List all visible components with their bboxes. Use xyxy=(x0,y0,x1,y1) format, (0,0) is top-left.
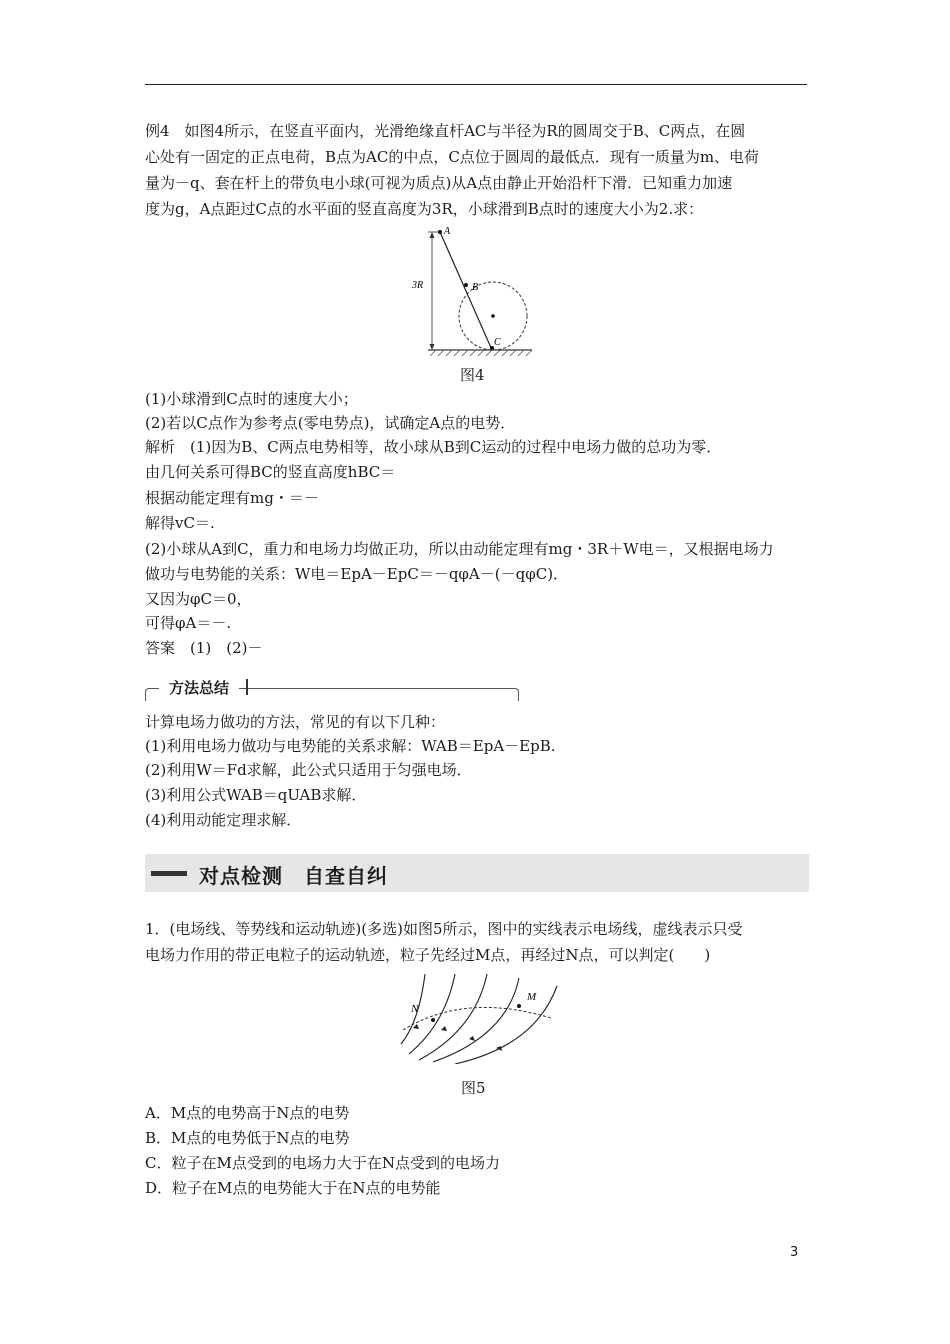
option-a: A．M点的电势高于N点的电势 xyxy=(145,1104,350,1122)
center-charge-dot xyxy=(491,314,495,318)
question-1: (1)小球滑到C点时的速度大小； xyxy=(145,390,358,408)
solution-line-4: 解得vC＝. xyxy=(145,514,215,532)
figure-4-diagram xyxy=(410,222,540,357)
solution-line-8: 可得φA＝－. xyxy=(145,614,232,632)
figure-5-caption: 图5 xyxy=(461,1079,486,1097)
example-line-2: 心处有一固定的正点电荷，B点为AC的中点，C点位于圆周的最低点．现有一质量为m、电荷 xyxy=(145,148,760,166)
header-rule xyxy=(145,84,807,85)
example-line-4: 度为g，A点距过C点的水平面的竖直高度为3R，小球滑到B点时的速度大小为2.求： xyxy=(145,200,704,218)
solution-line-2: 由几何关系可得BC的竖直高度hBC＝ xyxy=(145,463,396,481)
label-a: A xyxy=(444,226,451,237)
rod-ac xyxy=(440,232,492,350)
point-n xyxy=(431,1018,435,1022)
example-line-3: 量为－q、套在杆上的带负电小球(可视为质点)从A点由静止开始沿杆下滑．已知重力加速 xyxy=(145,174,733,192)
method-summary-header xyxy=(145,679,517,699)
question-2: (2)若以C点作为参考点(零电势点)，试确定A点的电势． xyxy=(145,414,516,432)
method-line-2: (1)利用电场力做功与电势能的关系求解：WAB＝EpA－EpB. xyxy=(145,737,556,755)
solution-line-7: 又因为φC＝0， xyxy=(145,590,252,608)
solution-line-3: 根据动能定理有mg・＝－ xyxy=(145,489,319,507)
label-b: B xyxy=(472,282,479,293)
section-title: 对点检测 自查自纠 xyxy=(199,864,388,888)
ground-hatch xyxy=(430,350,532,356)
label-3r: 3R xyxy=(412,280,424,291)
method-line-3: (2)利用W＝Fd求解，此公式只适用于匀强电场． xyxy=(145,761,472,779)
page-number: 3 xyxy=(790,1245,799,1260)
point-b xyxy=(464,283,468,287)
method-summary-label: 方法总结 xyxy=(159,677,239,699)
label-c: C xyxy=(494,337,501,348)
method-line-5: (4)利用动能定理求解． xyxy=(145,811,302,829)
solution-line-1: 解析 (1)因为B、C两点电势相等，故小球从B到C运动的过程中电场力做的总功为零． xyxy=(145,438,722,456)
label-m: M xyxy=(527,991,537,1003)
problem-1-line-2: 电场力作用的带正电粒子的运动轨迹，粒子先经过M点，再经过N点，可以判定( ) xyxy=(145,946,711,964)
trajectory-dashed xyxy=(403,1007,551,1030)
label-n: N xyxy=(411,1003,419,1015)
problem-1-line-1: 1．(电场线、等势线和运动轨迹)(多选)如图5所示，图中的实线表示电场线，虚线表示只受 xyxy=(145,920,743,938)
example-line-1: 例4 如图4所示，在竖直平面内，光滑绝缘直杆AC与半径为R的圆周交于B、C两点，在圆 xyxy=(145,122,746,140)
answer-line: 答案 (1) (2)－ xyxy=(145,639,263,657)
field-lines xyxy=(401,974,557,1064)
solution-line-6: 做功与电势能的关系：W电＝EpA－EpC＝－qφA－(－qφC)． xyxy=(145,565,569,583)
option-d: D．粒子在M点的电势能大于在N点的电势能 xyxy=(145,1179,441,1197)
figure-4-caption: 图4 xyxy=(460,366,485,384)
section-dash-icon xyxy=(151,871,187,876)
method-line-1: 计算电场力做功的方法，常见的有以下几种： xyxy=(145,713,446,731)
option-c: C．粒子在M点受到的电场力大于在N点受到的电场力 xyxy=(145,1154,500,1172)
field-arrows xyxy=(413,1024,502,1051)
method-line-4: (3)利用公式WAB＝qUAB求解． xyxy=(145,786,367,804)
section-heading xyxy=(145,854,809,892)
figure-5-diagram xyxy=(395,972,565,1064)
solution-line-5: (2)小球从A到C，重力和电场力均做正功，所以由动能定理有mg・3R＋W电＝，又根据电场力 xyxy=(145,540,774,558)
option-b: B．M点的电势低于N点的电势 xyxy=(145,1129,350,1147)
point-m xyxy=(517,1004,521,1008)
